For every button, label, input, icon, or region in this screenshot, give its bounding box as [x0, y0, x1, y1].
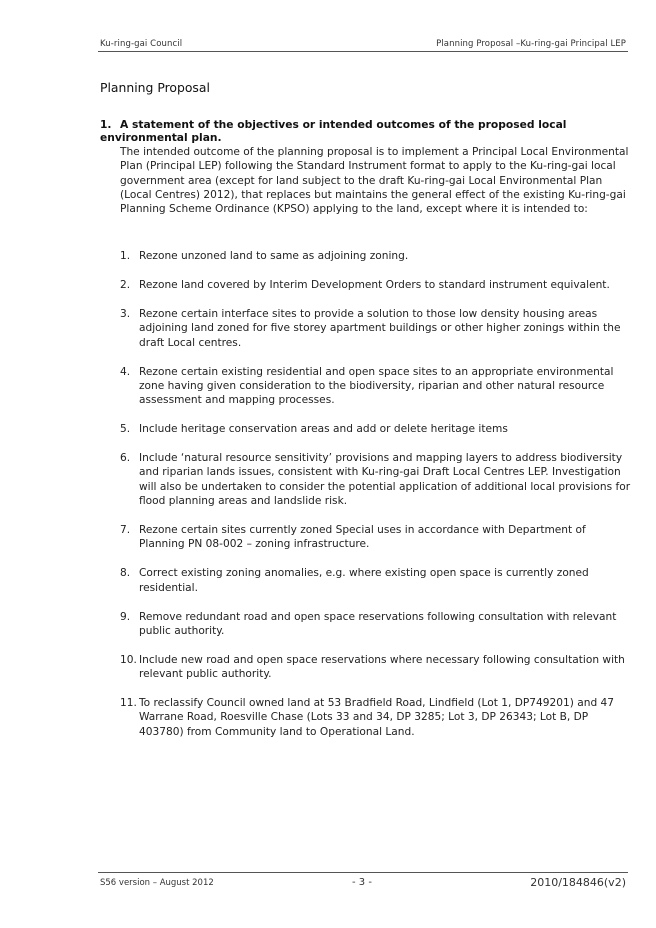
list-item-number: 9. [120, 610, 131, 623]
list-item [120, 422, 632, 436]
list-item [120, 249, 632, 263]
intro-paragraph: The intended outcome of the planning proposal is to implement a Principal Local Environmental Plan (Principal LEP) following the Standard Instrument format to apply to the Ku-ring-gai local government area (except for land subject to the draft Ku-ring-gai Local Environmental Plan (Local Centres) 2012), that replaces but maintains the general effect of the existing Ku-ring-gai Planning Scheme Ordinance (KPSO) applying to the land, except where it is intended to: [120, 146, 629, 216]
list-item [120, 451, 632, 508]
list-item-number: 3. [120, 307, 131, 320]
list-item [120, 653, 632, 682]
list-item-number: 11. [120, 697, 137, 710]
header-divider [98, 51, 628, 52]
list-item-number: 8. [120, 567, 131, 580]
list-item-text: Correct existing zoning anomalies, e.g. where existing open space is currently zoned residential. [139, 567, 589, 594]
footer-version: S56 version – August 2012 [100, 878, 214, 888]
footer-divider [98, 872, 628, 873]
list-item [120, 523, 632, 552]
list-item-text: To reclassify Council owned land at 53 Bradfield Road, Lindfield (Lot 1, DP749201) and 47 Warrane Road, Roesville Chase (Lots 33 and 34, DP 3285; Lot 3, DP 26343; Lot B, DP 403780) from Community land to Operational Land. [139, 697, 615, 738]
footer-page-number: - 3 - [352, 877, 372, 888]
list-item-number: 2. [120, 278, 131, 291]
objective-text: A statement of the objectives or intended outcomes of the proposed local environmental plan. [100, 118, 567, 144]
page-header [100, 39, 626, 49]
list-item-text: Include heritage conservation areas and add or delete heritage items [139, 423, 508, 436]
list-item [120, 278, 632, 292]
header-council-name: Ku-ring-gai Council [100, 39, 183, 49]
list-item-text: Rezone land covered by Interim Development Orders to standard instrument equivalent. [139, 278, 610, 291]
list-item-text: Rezone unzoned land to same as adjoining zoning. [139, 250, 409, 262]
list-item-number: 7. [120, 523, 131, 536]
list-item-text: Rezone certain interface sites to provide a solution to those low density housing areas adjoining land zoned for five storey apartment buildings or other higher zonings within the draft Local centres. [139, 307, 621, 349]
objective-heading [100, 118, 630, 144]
objective-number: 1. [100, 118, 112, 131]
list-item-text: Include ‘natural resource sensitivity’ provisions and mapping layers to address biodiversity and riparian lands issues, consistent with Ku-ring-gai Draft Local Centres LEP. Investigation will also be undertaken to consider the potential application of additional local provisions for flood planning areas and landslide risk. [139, 452, 631, 507]
list-item [120, 696, 632, 739]
list-item [120, 365, 632, 408]
list-item [120, 610, 632, 639]
list-item-text: Rezone certain existing residential and open space sites to an appropriate environmental zone having given consideration to the biodiversity, riparian and other natural resource assessment and mapping processes. [139, 365, 614, 407]
list-item [120, 566, 632, 595]
list-item-text: Remove redundant road and open space reservations following consultation with relevant public authority. [139, 610, 617, 637]
footer-document-reference: 2010/184846(v2) [530, 876, 626, 889]
list-item-text: Rezone certain sites currently zoned Special uses in accordance with Department of Planning PN 08-002 – zoning infrastructure. [139, 523, 586, 551]
list-item-number: 1. [120, 250, 131, 262]
page-title: Planning Proposal [100, 80, 210, 95]
list-item-number: 6. [120, 452, 131, 465]
list-item-number: 10. [120, 653, 137, 666]
list-item-number: 5. [120, 423, 131, 436]
intended-changes-list [120, 249, 632, 754]
list-item-text: Include new road and open space reservations where necessary following consultation with relevant public authority. [139, 653, 625, 681]
list-item-number: 4. [120, 365, 131, 378]
list-item [120, 307, 632, 350]
header-document-title: Planning Proposal –Ku-ring-gai Principal LEP [436, 39, 626, 49]
